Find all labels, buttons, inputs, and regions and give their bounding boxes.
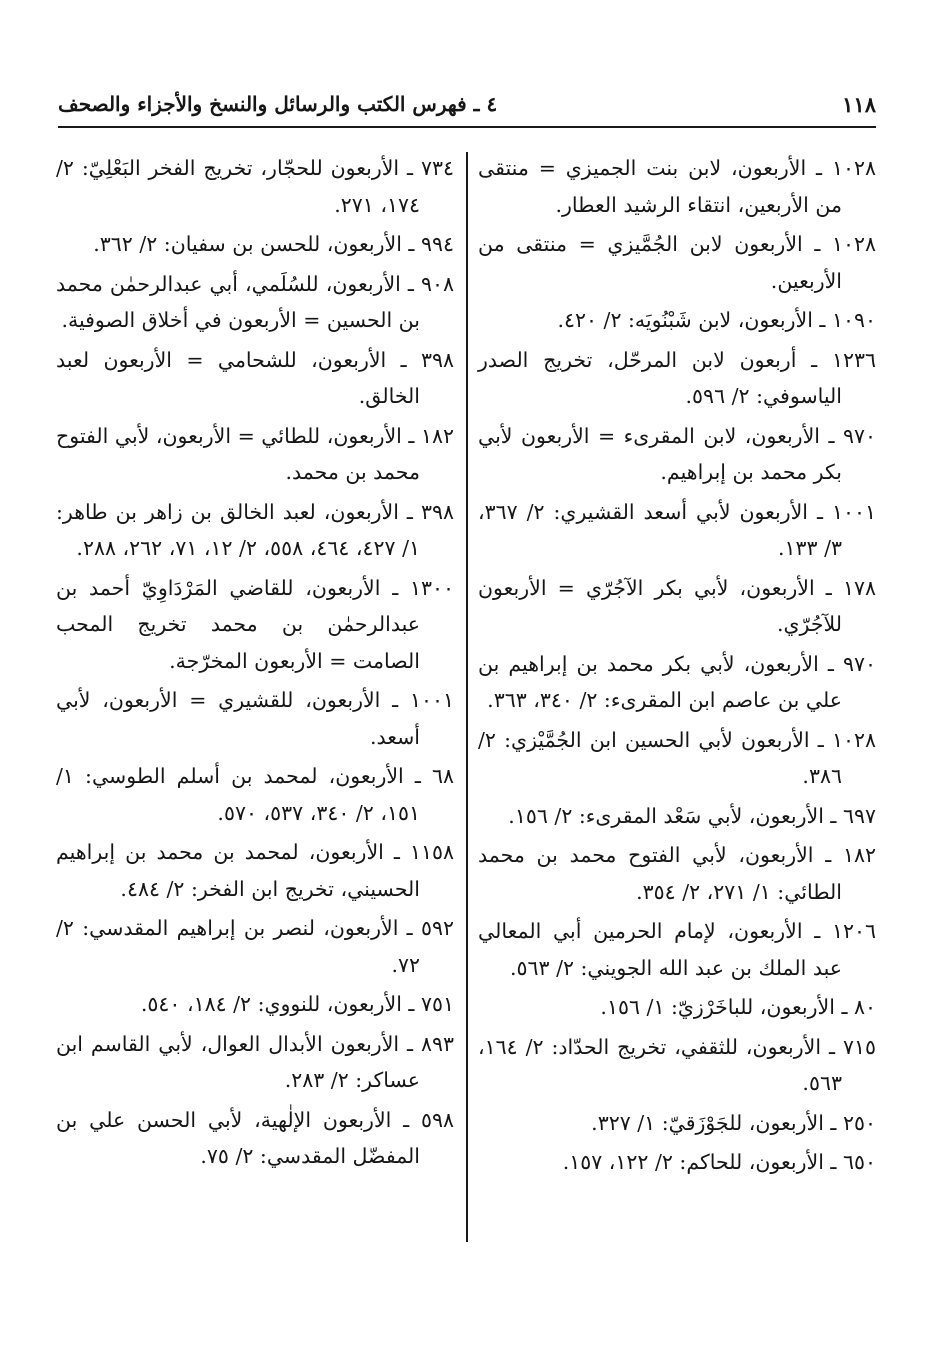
index-column-right (478, 150, 876, 1184)
index-entry: ١٠٩٠ ـ الأربعون، لابن شَبْنُويَه: ٢/ ٤٢٠. (557, 308, 876, 332)
index-entry: ٩٠٨ ـ الأربعون، للسُلَمي، أبي عبدالرحمٰن محمد بن الحسين = الأربعون في أخلاق الصوفية. (56, 271, 454, 332)
running-title: ٤ ـ فهرس الكتب والرسائل والنسخ والأجزاء والصحف (58, 92, 498, 116)
index-entry: ١٢٣٦ ـ أربعون لابن المرحّل، تخريج الصدر الياسوفي: ٢/ ٥٩٦. (478, 347, 876, 408)
index-entry: ١٠٢٨ ـ الأربعون لابن الجُمَّيزي = منتقى من الأربعين. (478, 232, 876, 293)
index-entry: ٥٩٢ ـ الأربعون، لنصر بن إبراهيم المقدسي: ٢/ ٧٢. (56, 916, 454, 977)
page-number: ١١٨ (842, 92, 876, 117)
index-entry: ١٠٢٨ ـ الأربعون، لابن بنت الجميزي = منتقى من الأربعين، انتقاء الرشيد العطار. (478, 156, 876, 217)
index-entry: ٧١٥ ـ الأربعون، للثقفي، تخريج الحدّاد: ٢/ ١٦٤، ٥٦٣. (478, 1034, 876, 1095)
index-entry: ١٠٢٨ ـ الأربعون لأبي الحسين ابن الجُمَّيْزي: ٢/ ٣٨٦. (478, 727, 876, 788)
index-entry: ٦٩٧ ـ الأربعون، لأبي سَعْد المقرىء: ٢/ ١٥٦. (508, 803, 876, 828)
header-rule (58, 126, 876, 128)
index-entry: ٦٥٠ ـ الأربعون، للحاكم: ٢/ ١٢٢، ١٥٧. (562, 1150, 876, 1174)
index-column-left (56, 150, 454, 1178)
index-entry: ٣٩٨ ـ الأربعون، لعبد الخالق بن زاهر بن طاهر: ١/ ٤٢٧، ٤٦٤، ٥٥٨، ٢/ ١٢، ٧١، ٢٦٢، ٢٨٨. (56, 499, 454, 560)
page-header (58, 86, 876, 122)
index-entry: ٧٥١ ـ الأربعون، للنووي: ٢/ ١٨٤، ٥٤٠. (140, 992, 454, 1016)
index-entry: ١٠٠١ ـ الأربعون، للقشيري = الأربعون، لأبي أسعد. (56, 688, 454, 749)
index-entry: ٨٠ ـ الأربعون، للباخَرْزيّ: ١/ ١٥٦. (600, 995, 876, 1019)
column-divider (466, 152, 468, 1242)
index-entry: ٧٣٤ ـ الأربعون للحجّار، تخريج الفخر البَعْلِيّ: ٢/ ١٧٤، ٢٧١. (56, 156, 454, 217)
index-entry: ٢٥٠ ـ الأربعون، للجَوْزَقيّ: ١/ ٣٢٧. (591, 1110, 876, 1135)
index-entry: ٦٨ ـ الأربعون، لمحمد بن أسلم الطوسي: ١/ ١٥١، ٢/ ٣٤٠، ٥٣٧، ٥٧٠. (56, 764, 454, 825)
index-entry: ١٠٠١ ـ الأربعون لأبي أسعد القشيري: ٢/ ٣٦٧، ٣/ ١٣٣. (478, 499, 876, 560)
index-entry: ١٣٠٠ ـ الأربعون، للقاضي المَرْدَاوِيّ أحمد بن عبدالرحمٰن بن محمد تخريج المحب الصامت = الأربعون المخرّجة. (56, 575, 454, 673)
index-entry: ٣٩٨ ـ الأربعون، للشحامي = الأربعون لعبد الخالق. (56, 347, 454, 408)
index-entry: ١٧٨ ـ الأربعون، لأبي بكر الآجُرّي = الأربعون للآجُرّي. (478, 575, 876, 636)
index-entry: ٩٧٠ ـ الأربعون، لأبي بكر محمد بن إبراهيم بن علي بن عاصم ابن المقرىء: ٢/ ٣٤٠، ٣٦٣. (478, 651, 876, 712)
index-entry: ٨٩٣ ـ الأربعون الأبدال العوال، لأبي القاسم ابن عساكر: ٢/ ٢٨٣. (56, 1031, 454, 1092)
index-entry: ١٢٠٦ ـ الأربعون، لإمام الحرمين أبي المعالي عبد الملك بن عبد الله الجويني: ٢/ ٥٦٣. (478, 919, 876, 980)
index-entry: ٩٧٠ ـ الأربعون، لابن المقرىء = الأربعون لأبي بكر محمد بن إبراهيم. (478, 423, 876, 484)
index-entry: ٥٩٨ ـ الأربعون الإلٰهية، لأبي الحسن علي بن المفضّل المقدسي: ٢/ ٧٥. (56, 1107, 454, 1168)
index-entry: ١١٥٨ ـ الأربعون، لمحمد بن محمد بن إبراهيم الحسيني، تخريج ابن الفخر: ٢/ ٤٨٤. (56, 840, 454, 901)
index-entry: ١٨٢ ـ الأربعون، للطائي = الأربعون، لأبي الفتوح محمد بن محمد. (56, 423, 454, 484)
index-entry: ١٨٢ ـ الأربعون، لأبي الفتوح محمد بن محمد الطائي: ١/ ٢٧١، ٢/ ٣٥٤. (478, 843, 876, 904)
index-entry: ٩٩٤ ـ الأربعون، للحسن بن سفيان: ٢/ ٣٦٢. (93, 232, 454, 256)
